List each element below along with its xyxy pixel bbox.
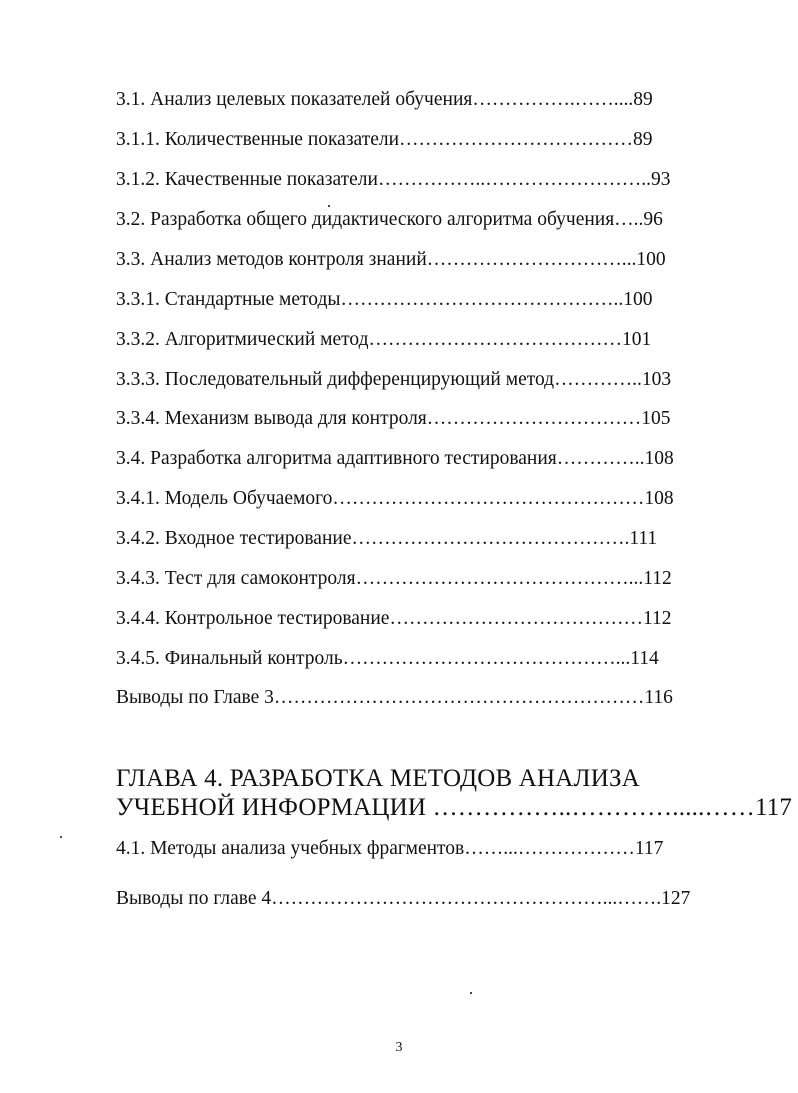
toc-entry-3-2: 3.2. Разработка общего дидактического алгоритма обучения…..96 (116, 209, 663, 230)
toc-entry-3-3-3: 3.3.3. Последовательный дифференцирующий метод…………..103 (116, 369, 672, 390)
toc-entry-conclusions-ch4: Выводы по главе 4……………………………………………...…….127 (116, 888, 691, 909)
toc-entry-3-1-1: 3.1.1. Количественные показатели………………………………89 (116, 129, 653, 150)
toc-entry-3-4-4: 3.4.4. Контрольное тестирование…………………………………112 (116, 608, 672, 629)
chapter-4-title-line1: ГЛАВА 4. РАЗРАБОТКА МЕТОДОВ АНАЛИЗА (116, 765, 640, 792)
toc-entry-3-3-1: 3.3.1. Стандартные методы……………………………………..100 (116, 289, 653, 310)
toc-entry-3-3-4: 3.3.4. Механизм вывода для контроля……………………………105 (116, 408, 671, 429)
scan-speck (60, 836, 62, 838)
toc-entry-3-1-2: 3.1.2. Качественные показатели……………..……………………..93 (116, 169, 671, 190)
toc-entry-conclusions-ch3: Выводы по Главе 3…………………………………………………116 (116, 687, 673, 708)
scan-speck (470, 992, 472, 994)
toc-entry-3-3: 3.3. Анализ методов контроля знаний…………………………...100 (116, 249, 666, 270)
toc-entry-3-4-5: 3.4.5. Финальный контроль……………………………………...114 (116, 648, 659, 669)
toc-entry-3-4: 3.4. Разработка алгоритма адаптивного тестирования…………..108 (116, 448, 674, 469)
chapter-4-title-line2: УЧЕБНОЙ ИНФОРМАЦИИ ……………..………….....……117 (116, 794, 793, 821)
toc-entry-3-4-3: 3.4.3. Тест для самоконтроля……………………………………...112 (116, 568, 672, 589)
page-number: 3 (395, 1040, 403, 1055)
scan-speck (328, 205, 330, 207)
toc-entry-4-1: 4.1. Методы анализа учебных фрагментов……...………………117 (116, 838, 664, 859)
toc-entry-3-4-2: 3.4.2. Входное тестирование…………………………………….111 (116, 528, 658, 549)
toc-entry-3-3-2: 3.3.2. Алгоритмический метод…………………………………101 (116, 329, 652, 350)
toc-entry-3-4-1: 3.4.1. Модель Обучаемого…………………………………………108 (116, 488, 674, 509)
toc-entry-3-1: 3.1. Анализ целевых показателей обучения…………….……....89 (116, 89, 653, 110)
